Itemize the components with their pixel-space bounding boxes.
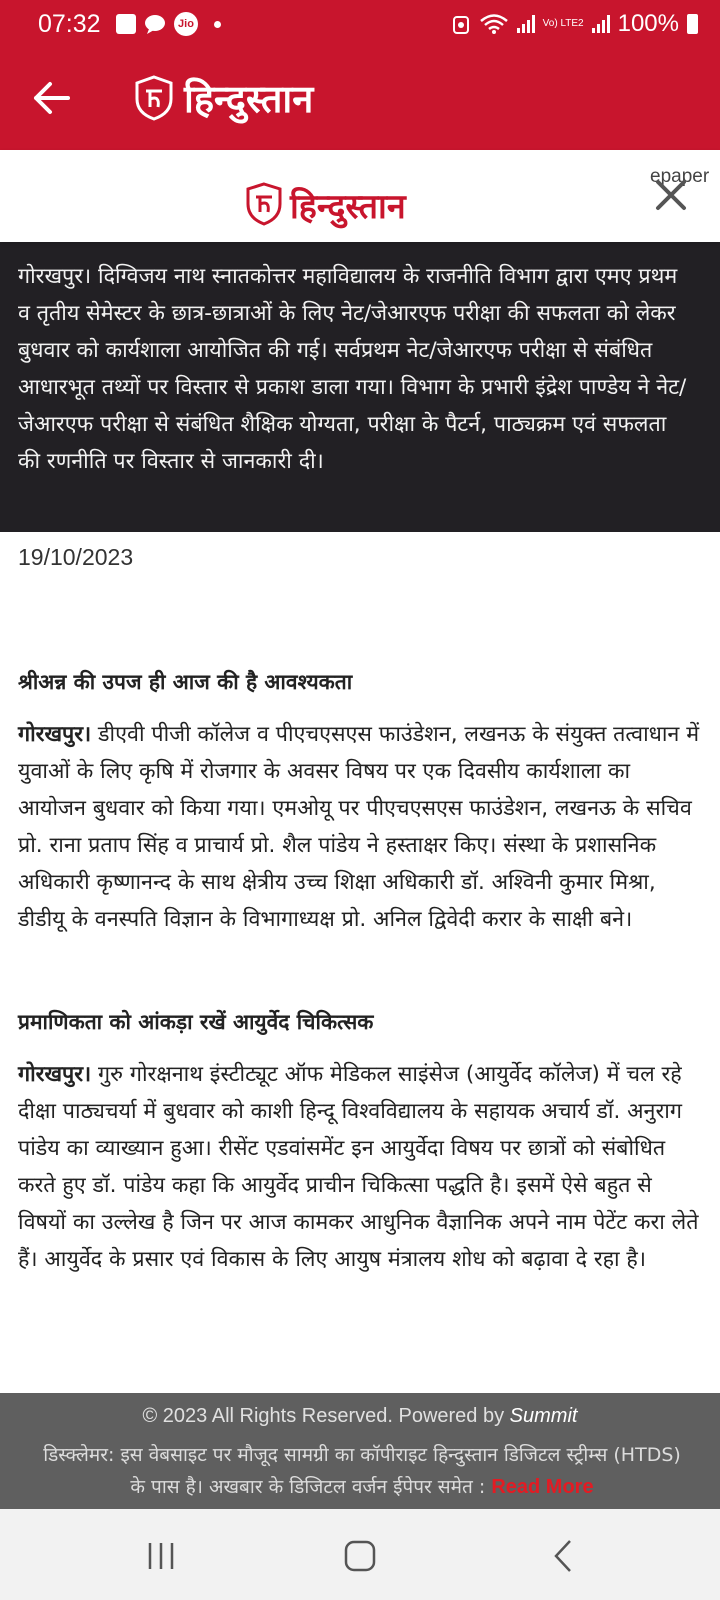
powered-by-link[interactable]: Summit [509,1405,578,1427]
article-title: प्रमाणिकता को आंकड़ा रखें आयुर्वेद चिकित्सक [18,1010,374,1034]
wifi-icon [479,13,509,35]
article-title: श्रीअन्न की उपज ही आज की है आवश्यकता [18,670,353,694]
close-icon[interactable] [648,172,694,218]
notification-icons [116,12,221,36]
copyright-label: © 2023 All Rights Reserved. Powered by [142,1405,505,1427]
disclaimer-body: डिस्क्लेमर: इस वेबसाइट पर मौजूद सामग्री का कॉपीराइट हिन्दुस्तान डिजिटल स्ट्रीम्स (HTDS) के पास है। अखबार के डिजिटल वर्जन ईपेपर समेत : [43,1444,681,1498]
signal-icon [517,15,535,33]
footer [0,1393,720,1509]
back-arrow-icon[interactable] [30,76,74,120]
signal-icon-2 [592,15,610,33]
read-more-link[interactable]: Read More [491,1476,594,1498]
app-logo-text: हिन्दुस्तान [184,77,314,121]
more-notifications-dot [214,21,221,28]
epaper-logo-text: हिन्दुस्तान [290,187,406,227]
article-1 [18,668,700,938]
gallery-icon [116,14,136,34]
prev-article [0,242,720,532]
app-logo [134,72,313,124]
prev-article-body: गोरखपुर। दिग्विजय नाथ स्नातकोत्तर महाविद्यालय के राजनीति विभाग द्वारा एमए प्रथम व तृतीय सेमेस्टर के छात्र-छात्राओं के लिए नेट/जेआरएफ परीक्षा की सफलता को लेकर बुधवार को कार्यशाला आयोजित की गई। सर्वप्रथम नेट/जेआरएफ परीक्षा से संबंधित आधारभूत तथ्यों पर विस्तार से प्रकाश डाला गया। विभाग के प्रभारी इंद्रेश पाण्डेय ने नेट/जेआरएफ परीक्षा से संबंधित शैक्षिक योग्यता, परीक्षा के पैटर्न, पाठ्यक्रम एवं सफलता की रणनीति पर विस्तार से जानकारी दी। [18,264,687,474]
volte-label: Vo) LTE2 [542,18,584,29]
epaper-logo [246,164,710,234]
shield-logo-icon [134,75,174,121]
battery-icon [687,14,698,34]
article-place: गोरखपुर। [18,722,92,747]
disclaimer-text [34,1439,690,1503]
home-icon[interactable] [337,1533,383,1579]
recent-apps-icon[interactable] [138,1533,184,1579]
article-2 [18,1008,700,1278]
system-nav-bar [0,1509,720,1600]
jio-icon: Jio [174,12,198,36]
status-time: 07:32 [38,10,101,38]
article-date: 19/10/2023 [18,544,134,570]
epaper-header [0,150,720,242]
app-bar [0,48,720,150]
battery-percent: 100% [617,10,679,37]
epaper-label: epaper [650,166,710,187]
status-bar [0,0,720,48]
article-body [18,716,700,938]
alarm-icon [451,13,471,35]
article-text: गुरु गोरक्षनाथ इंस्टीट्यूट ऑफ मेडिकल साइंसेज (आयुर्वेद कॉलेज) में चल रहे दीक्षा पाठ्यचर्या में बुधवार को काशी हिन्दू विश्वविद्यालय के सहायक अचार्य डॉ. अनुराग पांडेय का व्याख्यान हुआ। रीसेंट एडवांसमेंट इन आयुर्वेदा विषय पर छात्रों को संबोधित करते हुए डॉ. पांडेय कहा कि आयुर्वेद प्राचीन चिकित्सा पद्धति है। इसमें ऐसे बहुत से विषयों का उल्लेख है जिन पर आज कामकर आधुनिक वैज्ञानिक अपने नाम पेटेंट करा लेते हैं। आयुर्वेद के प्रसार एवं विकास के लिए आयुष मंत्रालय शोध को बढ़ावा दे रहा है। [18,1062,699,1272]
article-place: गोरखपुर। [18,1062,92,1087]
copyright-text [0,1405,720,1428]
article-body [18,1056,700,1278]
back-nav-icon[interactable] [540,1533,586,1579]
article-text: डीएवी पीजी कॉलेज व पीएचएसएस फाउंडेशन, लखनऊ के संयुक्त तत्वाधान में युवाओं के लिए कृषि में रोजगार के अवसर विषय पर एक दिवसीय कार्यशाला का आयोजन बुधवार को किया गया। एमओयू पर पीएचएसएस फाउंडेशन, लखनऊ के सचिव प्रो. राना प्रताप सिंह व प्राचार्य प्रो. शैल पांडेय ने हस्ताक्षर किए। संस्था के प्रशासनिक अधिकारी कृष्णानन्द के साथ क्षेत्रीय उच्च शिक्षा अधिकारी डॉ. अश्विनी कुमार मिश्रा, डीडीयू के वनस्पति विज्ञान के विभागाध्यक्ष प्रो. अनिल द्विवेदी करार के साक्षी बने। [18,722,700,932]
chat-icon [144,14,166,34]
system-icons [451,10,698,38]
epaper-shield-icon [246,182,282,226]
